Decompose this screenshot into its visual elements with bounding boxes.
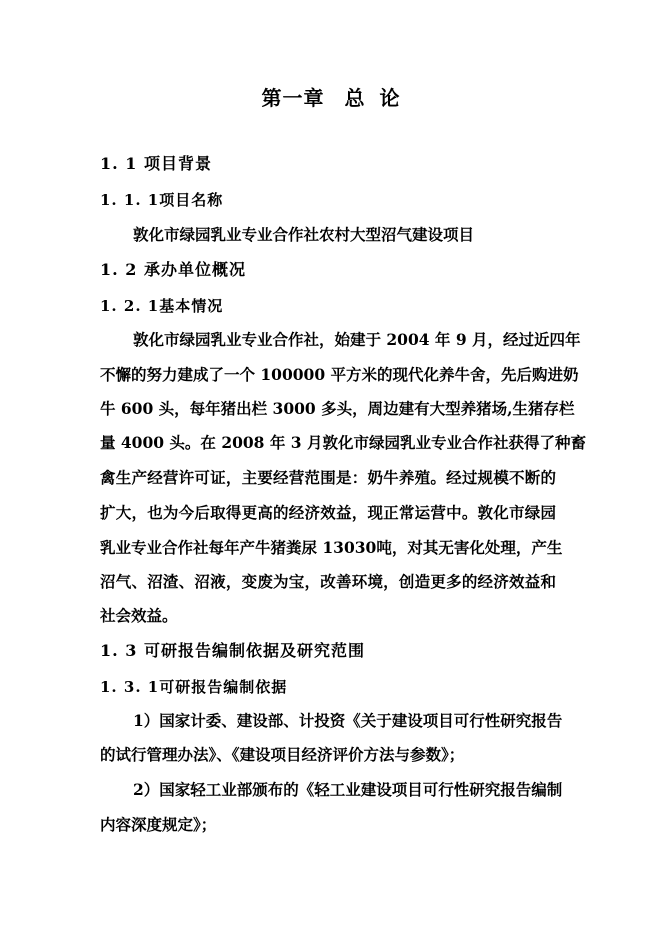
section-heading-1-3: 1. 3 可研报告编制依据及研究范围 [100, 641, 365, 660]
paragraph-line: 乳业专业合作社每年产牛猪粪尿 13030吨，对其无害化处理，产生 [100, 538, 563, 557]
list-item-line: 的试行管理办法》、《建设项目经济评价方法与参数》； [100, 745, 465, 764]
paragraph-line: 社会效益。 [100, 606, 178, 625]
paragraph-line: 扩大，也为今后取得更高的经济效益，现正常运营中。敦化市绿园 [100, 503, 556, 522]
subsection-heading-1-2-1: 1. 2. 1基本情况 [100, 297, 224, 315]
list-item-line: 1）国家计委、建设部、计投资《关于建设项目可行性研究报告 [133, 711, 563, 730]
paragraph-line: 禽生产经营许可证，主要经营范围是：奶牛养殖。经过规模不断的 [100, 468, 556, 487]
subsection-heading-1-3-1: 1. 3. 1可研报告编制依据 [100, 678, 288, 696]
list-item-line: 2）国家轻工业部颁布的《轻工业建设项目可行性研究报告编制 [133, 780, 563, 799]
paragraph-line: 牛 600 头，每年猪出栏 3000 多头，周边建有大型养猪场,生猪存栏 [100, 399, 575, 418]
subsection-heading-1-1-1: 1. 1. 1项目名称 [100, 191, 224, 209]
paragraph-line: 沼气、沼渣、沼液，变废为宝，改善环境，创造更多的经济效益和 [100, 572, 556, 591]
chapter-word-1: 总 [344, 86, 366, 110]
section-heading-1-2: 1. 2 承办单位概况 [100, 260, 246, 279]
paragraph-line: 不懈的努力建成了一个 100000 平方米的现代化养牛舍，先后购进奶 [100, 365, 579, 384]
chapter-word-2: 论 [379, 86, 401, 110]
section-heading-1-1: 1. 1 项目背景 [100, 154, 212, 173]
paragraph-line: 敦化市绿园乳业专业合作社，始建于 2004 年 9 月，经过近四年 [133, 330, 581, 349]
project-name: 敦化市绿园乳业专业合作社农村大型沼气建设项目 [133, 225, 475, 244]
chapter-number: 第一章 [261, 86, 325, 110]
list-item-line: 内容深度规定》； [100, 815, 217, 834]
paragraph-line: 量 4000 头。在 2008 年 3 月敦化市绿园乳业专业合作社获得了种畜 [100, 433, 586, 452]
chapter-title [0, 82, 662, 111]
